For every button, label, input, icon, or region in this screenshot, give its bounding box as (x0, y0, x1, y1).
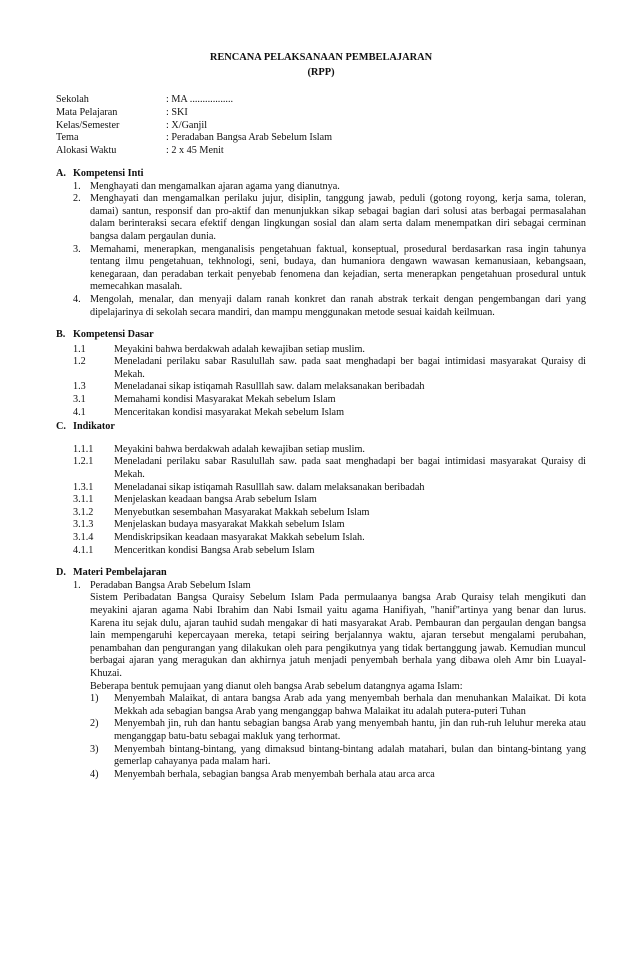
info-row (56, 94, 586, 107)
info-value: : Peradaban Bangsa Arab Sebelum Islam (166, 132, 333, 144)
section-letter: B. (56, 329, 66, 341)
list-item (56, 545, 586, 558)
section-letter: C. (56, 421, 66, 433)
title-line-2: (RPP) (307, 67, 335, 78)
item-code: 1.3.1 (73, 481, 94, 493)
list-item (56, 444, 586, 457)
info-row (56, 132, 586, 145)
sub-list-item (90, 718, 586, 743)
item-text: Menghayati dan mengamalkan ajaran agama yang dianutnya. (90, 180, 340, 192)
info-value: : X/Ganjil (166, 119, 208, 131)
materi-title: Peradaban Bangsa Arab Sebelum Islam (90, 579, 251, 591)
item-code: 1.1.1 (73, 443, 94, 455)
sub-item-text: Menyembah bintang-bintang, yang dimaksud bintang-bintang adalah matahari, bulan dan bintang-bintang yang gemerlap cahayanya pada malam hari. (114, 743, 586, 768)
item-code: 1.2 (73, 356, 86, 368)
item-code: 3.1.3 (73, 519, 94, 531)
materi-body (90, 580, 586, 782)
section-heading-materi-pembelajaran (56, 567, 586, 580)
info-value: : 2 x 45 Menit (166, 145, 224, 157)
info-row (56, 145, 586, 158)
item-code: 3.1 (73, 394, 86, 406)
item-text: Mengolah, menalar, dan menyaji dalam ranah konkret dan ranah abstrak terkait dengan pengembangan dari yang dipelajarinya di sekolah secara mandiri, dan mampu menggunakan metode sesuai kaidah keilmuan. (90, 293, 586, 318)
info-table (56, 94, 586, 158)
title-line-1: RENCANA PELAKSANAAN PEMBELAJARAN (209, 52, 433, 63)
section-title: Kompetensi Inti (73, 167, 144, 179)
section-title: Indikator (73, 421, 115, 433)
item-number: 3. (73, 243, 81, 255)
materi-item (56, 580, 586, 782)
section-letter: A. (56, 167, 66, 179)
item-text: Meyakini bahwa berdakwah adalah kewajiban setiap muslim. (114, 443, 365, 455)
sub-item-text: Menyembah Malaikat, di antara bangsa Arab ada yang menyembah berhala dan menuhankan Malaikat. Di kota Mekkah ada sebagian bangsa Arab yang menganggap bahwa Malaikat itu adalah putera-puteri Tuhan (114, 693, 586, 717)
list-item (56, 519, 586, 532)
item-text: Menceritkan kondisi Bangsa Arab sebelum Islam (114, 544, 315, 556)
item-text: Meneladanai sikap istiqamah Rasulllah saw. dalam melaksanakan beribadah (114, 481, 425, 493)
info-key: Tema (56, 132, 79, 144)
paragraph: Sistem Peribadatan Bangsa Quraisy Sebelum Islam Pada permulaanya bangsa Arab Quraisy telah mengikuti dan meyakini ajaran agama Nabi Ibrahim dan Nabi Ismail yaitu agama Hanifiyah, "hanif"artinya yang benar dan lurus. Karena itu sejak dulu, ajaran tauhid sudah mengakar di hati masyarakat Arab. Pembauran dan pergaulan dengan bangsa lain mempengaruhi kepercayaan mereka, tetapi seiring berjalannya waktu, ajaran tersebut mengalami perubahan, penambahan dan pengurangan yang dilakukan oleh para pengikutnya yang tidak bertanggung jawab. Kemudian muncul berbagai ajaran yang meragukan dan akhirnya jatuh menjadi penyembah berhala yang dibawa oleh Amr bin Luayal-Khuzai. (90, 592, 586, 679)
sub-item-number: 1) (90, 693, 99, 705)
info-value: : SKI (166, 106, 188, 118)
item-text: Meneladanai sikap istiqamah Rasulllah saw. dalam melaksanakan beribadah (114, 381, 425, 393)
list-item (56, 507, 586, 520)
info-row (56, 107, 586, 120)
info-value: : MA ................. (166, 94, 234, 105)
item-text: Memahami, menerapkan, menganalisis pengetahuan faktual, konseptual, prosedural berdasarkan rasa ingin tahunya tentang ilmu pengetahuan, tekhnologi, seni, budaya, dan humaniora dengawn wawasan kemanusiaan, kebangsaan, kenegaraan, dan peradaban terkait penyebab fenomena dan kejadian, serta menerapkan pengetahuan prosedural untuk memecahkan masalah. (90, 243, 586, 293)
item-code: 3.1.4 (73, 532, 94, 544)
indikator-list (56, 444, 586, 557)
section-heading-kompetensi-dasar (56, 329, 586, 342)
item-code: 4.1 (73, 406, 86, 418)
list-item (56, 381, 586, 394)
sub-list-item (90, 744, 586, 769)
item-text: Menceritakan kondisi masyarakat Mekah sebelum Islam (114, 406, 344, 418)
sub-list-item (90, 769, 586, 782)
item-text: Menjelaskan budaya masyarakat Makkah sebelum Islam (114, 519, 345, 531)
section-title: Materi Pembelajaran (73, 567, 167, 579)
item-text: Menghayati dan mengamalkan perilaku jujur, disiplin, tanggung jawab, peduli (gotong royong, kerja sama, toleran, damai) santun, responsif dan pro-aktif dan menunjukkan sikap sebagai bagian dari solusi atas berbagai permasalahan dalam berinteraksi secara efektif dengan lingkungan sosial dan alam serta dalam menempatkan diri sebagai cerminan bangsa dalam pergaulan dunia. (90, 193, 586, 242)
item-code: 1.2.1 (73, 456, 94, 468)
info-key: Alokasi Waktu (56, 145, 117, 157)
item-number: 4. (73, 293, 81, 305)
list-item (56, 356, 586, 381)
section-letter: D. (56, 567, 66, 579)
item-code: 3.1.1 (73, 494, 94, 506)
item-number: 2. (73, 193, 81, 205)
list-item (56, 181, 586, 194)
sub-item-text: Menyembah berhala, sebagian bangsa Arab menyembah berhala atau arca arca (114, 768, 435, 780)
item-number: 1. (73, 579, 81, 591)
list-item (56, 532, 586, 545)
sub-item-number: 2) (90, 718, 99, 730)
kompetensi-dasar-list (56, 344, 586, 420)
item-text: Menjelaskan keadaan bangsa Arab sebelum Islam (114, 494, 317, 506)
info-row (56, 120, 586, 133)
section-heading-indikator (56, 421, 586, 434)
item-code: 3.1.2 (73, 506, 94, 518)
item-text: Meyakini bahwa berdakwah adalah kewajiban setiap muslim. (114, 343, 365, 355)
list-item (56, 193, 586, 243)
section-heading-kompetensi-inti (56, 168, 586, 181)
info-key: Mata Pelajaran (56, 106, 118, 118)
item-number: 1. (73, 180, 81, 192)
list-item (56, 482, 586, 495)
list-item (56, 494, 586, 507)
item-code: 1.3 (73, 381, 86, 393)
sub-item-text: Menyembah jin, ruh dan hantu sebagian bangsa Arab yang menyembah hantu, jin dan ruh-ruh leluhur mereka atau menganggap batu-batu sebagai makluk yang terhormat. (114, 718, 586, 742)
item-text: Menyebutkan sesembahan Masyarakat Makkah sebelum Islam (114, 506, 370, 518)
sub-item-number: 4) (90, 768, 99, 780)
list-item (56, 244, 586, 294)
list-item (56, 344, 586, 357)
list-item (56, 394, 586, 407)
paragraph: Beberapa bentuk pemujaan yang dianut oleh bangsa Arab sebelum datangnya agama Islam: (90, 680, 463, 692)
list-item (56, 294, 586, 319)
item-text: Memahami kondisi Masyarakat Mekah sebelum Islam (114, 394, 336, 406)
section-title: Kompetensi Dasar (73, 329, 154, 341)
item-code: 4.1.1 (73, 544, 94, 556)
info-key: Kelas/Semester (56, 119, 120, 131)
item-code: 1.1 (73, 343, 86, 355)
list-item (56, 407, 586, 420)
item-text: Mendiskripsikan keadaan masyarakat Makkah sebelum Islah. (114, 532, 365, 544)
item-text: Meneladani perilaku sabar Rasulullah saw. pada saat menghadapi ber bagai intimidasi masyarakat Quraisy di Mekah. (114, 356, 586, 380)
document-page (56, 50, 586, 781)
info-key: Sekolah (56, 94, 89, 105)
document-title (56, 50, 586, 80)
item-text: Meneladani perilaku sabar Rasulullah saw. pada saat menghadapi ber bagai intimidasi masyarakat Quraisy di Mekah. (114, 456, 586, 481)
sub-item-number: 3) (90, 743, 99, 755)
list-item (56, 456, 586, 481)
sub-list-item (90, 693, 586, 718)
